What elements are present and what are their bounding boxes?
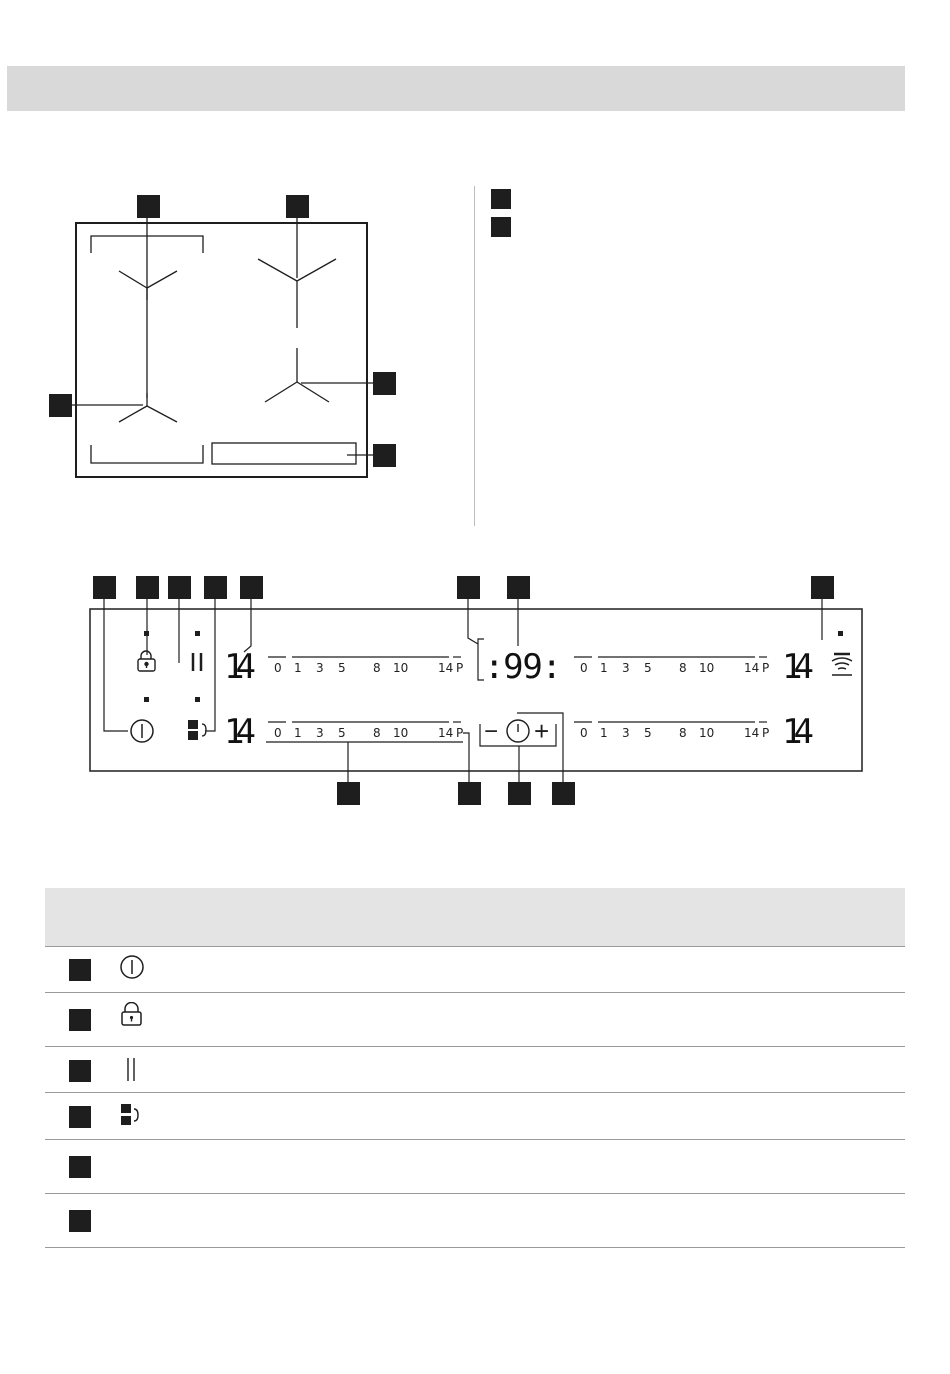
table-header [45, 888, 905, 947]
power-scale-label[interactable]: 1 [600, 661, 608, 675]
timer-minus-button[interactable]: − [484, 718, 499, 745]
power-scale-label[interactable]: 5 [338, 661, 346, 675]
lock-icon [119, 1002, 149, 1032]
bridge-icon [188, 720, 206, 740]
power-scale-label[interactable]: 1 [600, 726, 608, 740]
connectivity-icon [832, 654, 852, 675]
power-scale-label[interactable]: 3 [316, 726, 324, 740]
row-number-marker [69, 1106, 91, 1128]
panel-callout-2 [136, 576, 159, 599]
power-scale-label[interactable]: P [762, 726, 770, 740]
timer-plus-button[interactable]: + [534, 716, 550, 746]
power-scale-label[interactable]: 8 [679, 661, 687, 675]
power-scale-label[interactable]: 0 [580, 726, 588, 740]
power-scale-label[interactable]: 10 [393, 661, 409, 675]
pause-icon [119, 1055, 149, 1085]
power-scale-label[interactable]: 5 [644, 726, 652, 740]
control-panel-outline [90, 609, 862, 771]
panel-callout-8 [811, 576, 834, 599]
panel-callout-6 [457, 576, 480, 599]
table-row [45, 1194, 905, 1248]
power-scale-label[interactable]: 14 [438, 726, 454, 740]
power-scale-label[interactable]: 14 [744, 726, 760, 740]
timer-display: :99: [484, 647, 562, 687]
power-scale-label[interactable]: P [456, 726, 464, 740]
row-number-marker [69, 1060, 91, 1082]
power-scale-label[interactable]: P [762, 661, 770, 675]
power-scale-label[interactable]: 8 [373, 661, 381, 675]
panel-callout-10 [458, 782, 481, 805]
power-scale-label[interactable]: 3 [622, 726, 630, 740]
power-scale-label[interactable]: 14 [744, 661, 760, 675]
zone-display-left-front: 14 [224, 647, 256, 687]
panel-callout-11 [508, 782, 531, 805]
row-number-marker [69, 959, 91, 981]
symbol-table [45, 888, 905, 1248]
power-scale-label[interactable]: 0 [580, 661, 588, 675]
panel-callout-7 [507, 576, 530, 599]
panel-callout-12 [552, 782, 575, 805]
power-scale-label[interactable]: 3 [316, 661, 324, 675]
panel-callout-3 [168, 576, 191, 599]
row-number-marker [69, 1009, 91, 1031]
power-icon [131, 720, 153, 742]
power-scale-label[interactable]: 1 [294, 661, 302, 675]
table-row [45, 1093, 905, 1140]
power-scale-label[interactable]: 0 [274, 661, 282, 675]
zone-display-right-rear: 14 [782, 712, 814, 752]
power-scale-label[interactable]: 10 [393, 726, 409, 740]
panel-callout-1 [93, 576, 116, 599]
power-scale-label[interactable]: P [456, 661, 464, 675]
power-scale-label[interactable]: 1 [294, 726, 302, 740]
panel-callout-9 [337, 782, 360, 805]
power-scale-label[interactable]: 3 [622, 661, 630, 675]
power-scale-label[interactable]: 8 [679, 726, 687, 740]
table-row [45, 1140, 905, 1194]
power-scale-label[interactable]: 5 [644, 661, 652, 675]
power-scale-label[interactable]: 8 [373, 726, 381, 740]
bridge-icon [119, 1101, 149, 1131]
zone-display-left-rear: 14 [224, 712, 256, 752]
power-scale-label[interactable]: 10 [699, 726, 715, 740]
panel-callout-4 [204, 576, 227, 599]
pause-icon [193, 653, 201, 671]
table-row [45, 1047, 905, 1093]
power-scale-label[interactable]: 0 [274, 726, 282, 740]
table-row [45, 947, 905, 993]
power-icon [119, 953, 149, 983]
power-scale-label[interactable]: 14 [438, 661, 454, 675]
panel-callout-5 [240, 576, 263, 599]
table-row [45, 993, 905, 1047]
power-scale-label[interactable]: 10 [699, 661, 715, 675]
zone-display-right-front: 14 [782, 647, 814, 687]
row-number-marker [69, 1210, 91, 1232]
row-number-marker [69, 1156, 91, 1178]
timer-clock-icon [507, 720, 529, 742]
power-scale-label[interactable]: 5 [338, 726, 346, 740]
